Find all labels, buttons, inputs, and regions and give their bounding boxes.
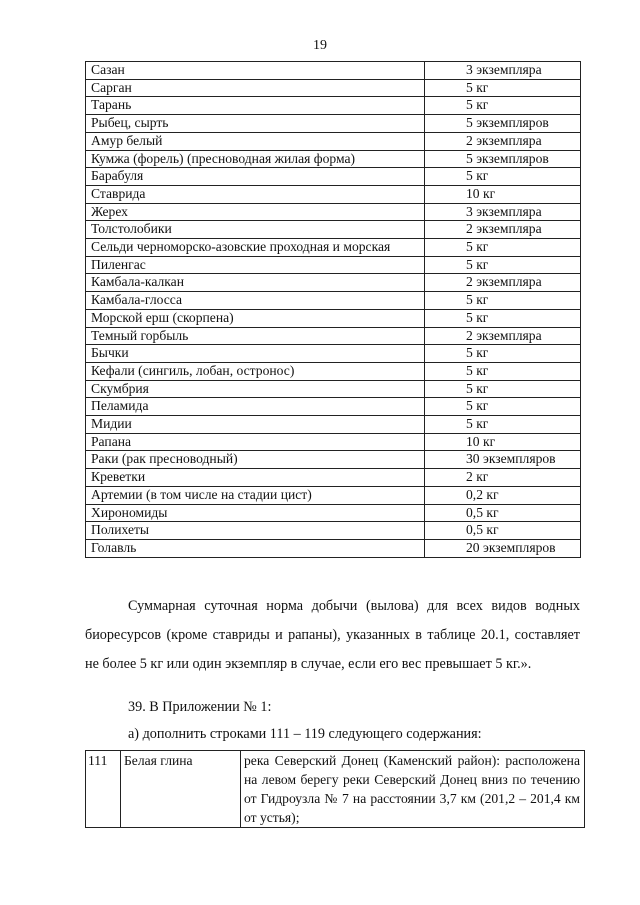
annex-row-name: Белая глина: [121, 751, 241, 828]
norm-cell: 5 кг: [425, 309, 581, 327]
norm-cell: 5 экземпляров: [425, 115, 581, 133]
annex-row-number: 111: [86, 751, 121, 828]
norm-cell: 2 экземпляра: [425, 221, 581, 239]
table-row: [86, 309, 581, 327]
norm-cell: 2 экземпляра: [425, 274, 581, 292]
norm-cell: 3 экземпляра: [425, 62, 581, 80]
norm-cell: 3 экземпляра: [425, 203, 581, 221]
species-cell: Темный горбыль: [86, 327, 425, 345]
table-row: [86, 62, 581, 80]
catch-quota-table-body: [86, 62, 581, 558]
annex-row-description: река Северский Донец (Каменский район): расположена на левом берегу реки Северский Донец вниз по течению от Гидроузла № 7 на расстоянии 3,7 км (201,2 – 201,4 км от устья);: [241, 751, 585, 828]
species-cell: Раки (рак пресноводный): [86, 451, 425, 469]
table-row: [86, 203, 581, 221]
table-row: [86, 185, 581, 203]
species-cell: Артемии (в том числе на стадии цист): [86, 486, 425, 504]
table-row: [86, 150, 581, 168]
species-cell: Камбала-калкан: [86, 274, 425, 292]
table-row: [86, 327, 581, 345]
table-row: [86, 97, 581, 115]
species-cell: Полихеты: [86, 522, 425, 540]
norm-cell: 5 кг: [425, 97, 581, 115]
species-cell: Камбала-глосса: [86, 292, 425, 310]
species-cell: Амур белый: [86, 132, 425, 150]
table-row: [86, 239, 581, 257]
species-cell: Мидии: [86, 416, 425, 434]
table-row: [86, 504, 581, 522]
table-row: [86, 115, 581, 133]
species-cell: Сазан: [86, 62, 425, 80]
table-row: [86, 433, 581, 451]
table-row: [86, 274, 581, 292]
norm-cell: 5 кг: [425, 398, 581, 416]
table-row: [86, 398, 581, 416]
norm-cell: 5 кг: [425, 345, 581, 363]
table-row: [86, 221, 581, 239]
table-row: [86, 362, 581, 380]
norm-cell: 2 экземпляра: [425, 327, 581, 345]
norm-cell: 2 кг: [425, 469, 581, 487]
species-cell: Тарань: [86, 97, 425, 115]
table-row: [86, 486, 581, 504]
norm-cell: 5 кг: [425, 362, 581, 380]
norm-cell: 5 кг: [425, 380, 581, 398]
page-number: 19: [313, 38, 327, 53]
table-row: [86, 539, 581, 557]
point-39-heading: 39. В Приложении № 1:: [128, 699, 272, 715]
species-cell: Рыбец, сырть: [86, 115, 425, 133]
norm-cell: 5 кг: [425, 79, 581, 97]
species-cell: Скумбрия: [86, 380, 425, 398]
species-cell: Толстолобики: [86, 221, 425, 239]
table-row: [86, 451, 581, 469]
norm-cell: 5 экземпляров: [425, 150, 581, 168]
species-cell: Хирономиды: [86, 504, 425, 522]
table-row: [86, 132, 581, 150]
norm-cell: 5 кг: [425, 168, 581, 186]
norm-cell: 20 экземпляров: [425, 539, 581, 557]
table-row: [86, 380, 581, 398]
annex-table: [85, 750, 585, 828]
species-cell: Креветки: [86, 469, 425, 487]
norm-cell: 0,5 кг: [425, 504, 581, 522]
norm-cell: 10 кг: [425, 185, 581, 203]
norm-cell: 2 экземпляра: [425, 132, 581, 150]
norm-cell: 10 кг: [425, 433, 581, 451]
annex-row: [86, 751, 585, 828]
catch-quota-table: [85, 61, 581, 558]
norm-cell: 5 кг: [425, 416, 581, 434]
species-cell: Жерех: [86, 203, 425, 221]
norm-cell: 0,2 кг: [425, 486, 581, 504]
species-cell: Рапана: [86, 433, 425, 451]
table-row: [86, 416, 581, 434]
table-row: [86, 522, 581, 540]
norm-cell: 30 экземпляров: [425, 451, 581, 469]
table-row: [86, 168, 581, 186]
norm-cell: 5 кг: [425, 239, 581, 257]
species-cell: Сельди черноморско-азовские проходная и морская: [86, 239, 425, 257]
table-row: [86, 256, 581, 274]
norm-cell: 0,5 кг: [425, 522, 581, 540]
species-cell: Бычки: [86, 345, 425, 363]
species-cell: Голавль: [86, 539, 425, 557]
table-row: [86, 345, 581, 363]
table-row: [86, 292, 581, 310]
species-cell: Ставрида: [86, 185, 425, 203]
species-cell: Кефали (сингиль, лобан, остронос): [86, 362, 425, 380]
table-row: [86, 469, 581, 487]
species-cell: Пеламида: [86, 398, 425, 416]
species-cell: Морской ерш (скорпена): [86, 309, 425, 327]
species-cell: Пиленгас: [86, 256, 425, 274]
summary-paragraph: Суммарная суточная норма добычи (вылова) для всех видов водных биоресурсов (кроме ставриды и рапаны), указанных в таблице 20.1, составляет не более 5 кг или один экземпляр в случае, если его вес превышает 5 кг.».: [85, 598, 580, 672]
species-cell: Барабуля: [86, 168, 425, 186]
norm-cell: 5 кг: [425, 292, 581, 310]
species-cell: Кумжа (форель) (пресноводная жилая форма): [86, 150, 425, 168]
table-row: [86, 79, 581, 97]
norm-cell: 5 кг: [425, 256, 581, 274]
subpoint-a: а) дополнить строками 111 – 119 следующего содержания:: [128, 726, 482, 742]
species-cell: Сарган: [86, 79, 425, 97]
